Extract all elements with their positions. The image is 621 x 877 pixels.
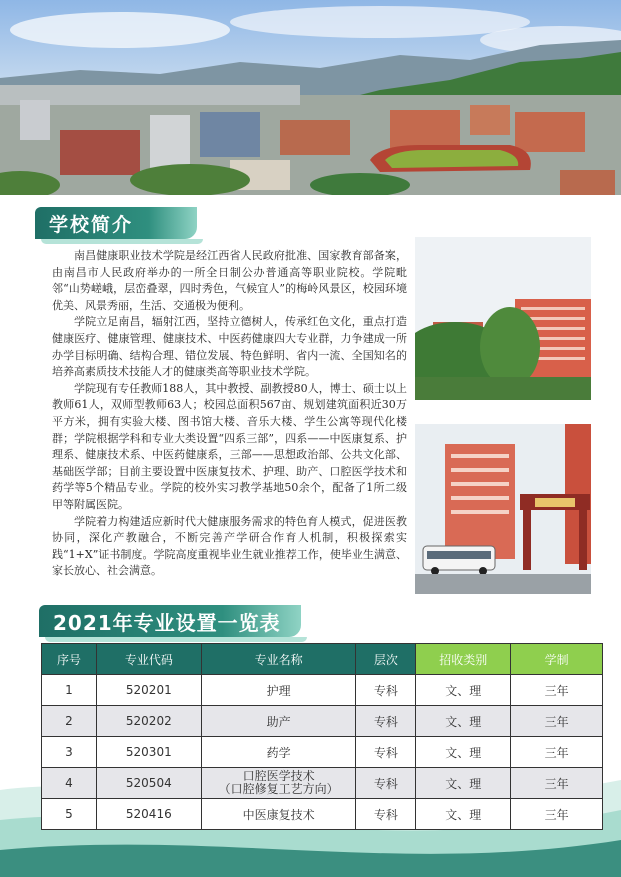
cell-name: 中医康复技术 bbox=[201, 799, 356, 830]
cell-code: 520301 bbox=[96, 737, 201, 768]
column-header-name: 专业名称 bbox=[201, 644, 356, 675]
cell-category: 文、理 bbox=[416, 768, 511, 799]
cell-no: 4 bbox=[42, 768, 97, 799]
table-row bbox=[42, 799, 603, 830]
column-header-code: 专业代码 bbox=[96, 644, 201, 675]
intro-paragraph: 南昌健康职业技术学院是经江西省人民政府批准、国家教育部备案，由南昌市人民政府举办的一所全日制公办普通高等职业院校。学院毗邻“山势嵯峨，层峦叠翠，四时秀色，气候宜人”的梅岭风景区，校园环境优美、风景秀丽，生活、交通极为便利。 bbox=[52, 249, 407, 312]
intro-section-title bbox=[35, 207, 197, 239]
cell-level: 专科 bbox=[356, 737, 416, 768]
campus-gate-photo bbox=[415, 424, 591, 594]
intro-paragraph: 学院现有专任教师188人，其中教授、副教授80人，博士、硕士以上教师61人，双师型教师63人；校园总面积567亩、规划建筑面积近30万平方米，拥有实验大楼、图书馆大楼、音乐大楼、学生公寓等现代化楼群；学院根据学科和专业大类设置“四系三部”，四系——中医康复系、护理系、健康技术系、中医药健康系，三部——思想政治部、公共文化部、基础医学部；目前主要设置中医康复技术、护理、助产、口腔医学技术和药学等5个精品专业。学院的校外实习教学基地50余个，配备了1所二级甲等附属医院。 bbox=[52, 381, 407, 511]
cell-name: 护理 bbox=[201, 675, 356, 706]
cell-duration: 三年 bbox=[511, 706, 603, 737]
table-row bbox=[42, 737, 603, 768]
cell-name bbox=[201, 768, 356, 799]
cell-level: 专科 bbox=[356, 706, 416, 737]
cell-no: 5 bbox=[42, 799, 97, 830]
campus-building-photo bbox=[415, 237, 591, 400]
cell-name: 药学 bbox=[201, 737, 356, 768]
cell-duration: 三年 bbox=[511, 737, 603, 768]
cell-level: 专科 bbox=[356, 799, 416, 830]
table-title-text: 2021年专业设置一览表 bbox=[53, 610, 281, 635]
table-row bbox=[42, 706, 603, 737]
cell-level: 专科 bbox=[356, 768, 416, 799]
table-row bbox=[42, 675, 603, 706]
cell-duration: 三年 bbox=[511, 768, 603, 799]
cell-name-main: 口腔医学技术 bbox=[242, 769, 315, 783]
cell-code: 520504 bbox=[96, 768, 201, 799]
column-header-no: 序号 bbox=[42, 644, 97, 675]
cell-code: 520416 bbox=[96, 799, 201, 830]
campus-aerial-photo bbox=[0, 0, 621, 195]
cell-no: 3 bbox=[42, 737, 97, 768]
program-table bbox=[41, 643, 603, 830]
table-header-row bbox=[42, 644, 603, 675]
intro-title-text: 学校简介 bbox=[49, 213, 134, 236]
cell-code: 520202 bbox=[96, 706, 201, 737]
intro-body bbox=[52, 248, 407, 580]
cell-name: 助产 bbox=[201, 706, 356, 737]
table-row bbox=[42, 768, 603, 799]
cell-category: 文、理 bbox=[416, 706, 511, 737]
column-header-category: 招收类别 bbox=[416, 644, 511, 675]
intro-paragraph: 学院着力构建适应新时代大健康服务需求的特色育人模式，促进医教协同，深化产教融合，不断完善产学研合作育人机制，积极探索实践“1+X”证书制度。学院高度重视毕业生就业推荐工作，使毕业生满意、家长放心、社会满意。 bbox=[52, 514, 407, 578]
cell-no: 1 bbox=[42, 675, 97, 706]
cell-duration: 三年 bbox=[511, 799, 603, 830]
cell-duration: 三年 bbox=[511, 675, 603, 706]
intro-paragraph: 学院立足南昌，辐射江西，坚持立德树人，传承红色文化，重点打造健康医疗、健康管理、健康技术、中医药健康四大专业群，力争建成一所办学目标明确、结构合理、错位发展、特色鲜明、省内一流、全国知名的培养高素质技术技能人才的健康类高等职业技术学院。 bbox=[52, 315, 407, 379]
cell-category: 文、理 bbox=[416, 799, 511, 830]
column-header-duration: 学制 bbox=[511, 644, 603, 675]
cell-category: 文、理 bbox=[416, 675, 511, 706]
cell-level: 专科 bbox=[356, 675, 416, 706]
column-header-level: 层次 bbox=[356, 644, 416, 675]
cell-category: 文、理 bbox=[416, 737, 511, 768]
cell-name-sub: （口腔修复工艺方向） bbox=[218, 782, 339, 796]
table-section-title bbox=[39, 605, 301, 637]
cell-code: 520201 bbox=[96, 675, 201, 706]
cell-no: 2 bbox=[42, 706, 97, 737]
